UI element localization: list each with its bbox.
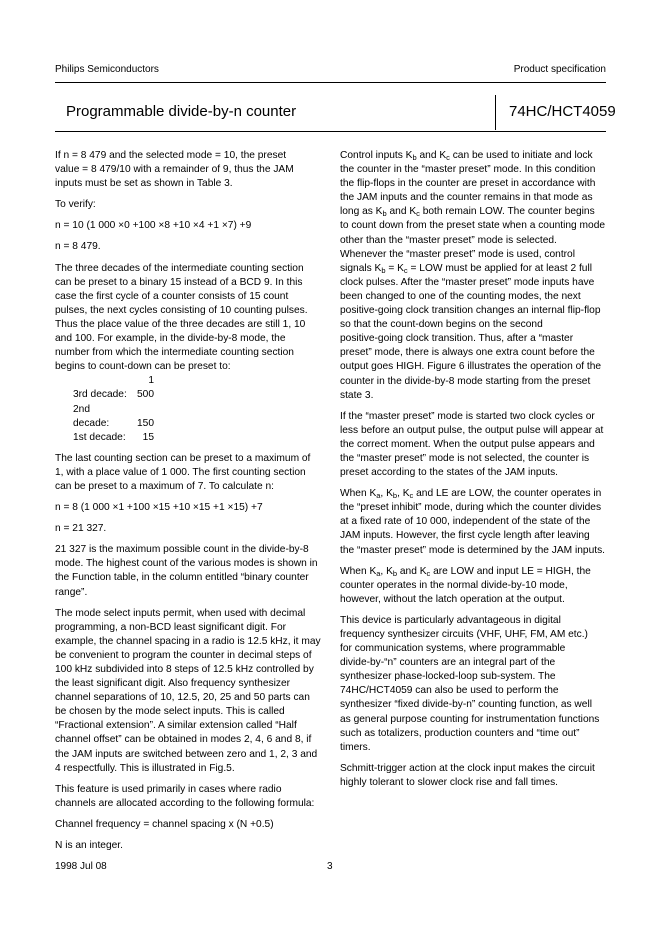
company-name: Philips Semiconductors — [55, 64, 159, 75]
formula-result: n = 8 479. — [55, 241, 101, 253]
paragraph: The three decades of the intermediate counting section can be preset to a binary 15 instead of a BCD 9. In this case the first cycle of a counter consists of 15 count pulses, the next cycles consisting of 10 counting pulses. Thus the place value of the three decades are still 1, 10 and 100. For example, in the divide-by-8 mode, the number from which the intermediate counting section begins to count-down can be preset to: 3rd decade:1 500 2nd decade: 150 1st decade: 15 — [55, 262, 330, 445]
paragraph: When $K_a$, $K_b$, $K_c$ and LE are LOW, the counter operates in the “preset inhibit” mode, during which the counter divides at a fixed rate of 10 000, independent of the state of the JAM inputs. However, the first cycle length after leaving the “master preset” mode is determined by the JAM inputs. — [340, 488, 605, 556]
paragraph: To verify: — [55, 199, 96, 211]
header-rule-top — [55, 82, 606, 83]
footer-date: 1998 Jul 08 — [55, 861, 107, 872]
page-number: 3 — [327, 861, 333, 872]
page-title: Programmable divide-by-n counter — [66, 103, 297, 120]
formula: Channel frequency = channel spacing x (N +0.5) — [55, 818, 274, 830]
decade-row: 1st decade: 15 — [73, 431, 154, 443]
paragraph: Schmitt-trigger action at the clock input makes the circuit highly tolerant to slower clock rise and fall times. — [340, 762, 595, 788]
paragraph: This feature is used primarily in cases where radio channels are allocated according to the following formula: — [55, 783, 315, 809]
decade-row: 3rd decade:1 500 — [73, 375, 154, 401]
paragraph: 21 327 is the maximum possible count in the divide-by-8 mode. The highest count of the various modes is shown in the Function table, in the column entitled “binary counter range”. — [55, 544, 318, 598]
paragraph: When $K_a$, $K_b$ and $K_c$ are LOW and input LE = HIGH, the counter operates in the normal divide-by-10 mode, however, without the latch operation at the output. — [340, 565, 591, 605]
paragraph: If n = 8 479 and the selected mode = 10, the preset value = 8 479/10 with a remainder of 9, thus the JAM inputs must be set as shown in Table 3. — [55, 150, 294, 190]
paragraph: The last counting section can be preset to a maximum of 1, with a place value of 1 000. The first counting section can be preset to a maximum of 7. To calculate n: — [55, 452, 311, 492]
paragraph: N is an integer. — [55, 840, 123, 852]
formula: n = 8 (1 000 ×1 +100 ×15 +10 ×15 +1 ×15) +7 — [55, 502, 263, 514]
part-number: 74HC/HCT4059 — [509, 103, 616, 120]
document-type: Product specification — [513, 64, 606, 75]
header-rule-bottom — [55, 131, 606, 132]
paragraph: This device is particularly advantageous in digital frequency synthesizer circuits (VHF, UHF, FM, AM etc.) for communication systems, where programmable divide-by-“n” counters are an integral part of the synthesizer phase-locked-loop sub-system. The 74HC/HCT4059 can also be used to perform the synthesizer “fixed divide-by-n” counting function, as well as general purpose counting for instrumentation functions such as totalizers, production counters and “time out” timers. — [340, 614, 600, 753]
title-divider — [495, 95, 496, 130]
paragraph: The mode select inputs permit, when used with decimal programming, a non-BCD least significant digit. For example, the channel spacing in a radio is 12.5 kHz, it may be convenient to program the counter in decimal steps of 100 kHz subdivided into 8 steps of 12.5 kHz controlled by the least significant digit. Also frequency synthesizer channel separations of 10, 12.5, 20, 25 and 50 parts can be chosen by the mode select inputs. This is called “Fractional extension”. A similar extension called “Half channel offset” can be obtained in modes 2, 4, 6 and 8, if the JAM inputs are switched between zero and 1, 2, 3 and 4 respectfully. This is illustrated in Fig.5. — [55, 607, 321, 774]
right-column — [340, 149, 610, 797]
formula-result: n = 21 327. — [55, 523, 107, 535]
decade-row: 2nd decade: 150 — [73, 403, 154, 429]
paragraph: If the “master preset” mode is started two clock cycles or less before an output pulse, the output pulse will appear at the correct moment. When the output pulse appears and the “master preset” mode is not selected, the counter is preset according to the states of the JAM inputs. — [340, 410, 604, 479]
left-column — [55, 149, 330, 860]
formula: n = 10 (1 000 ×0 +100 ×8 +10 ×4 +1 ×7) +9 — [55, 220, 252, 232]
paragraph: Control inputs $K_b$ and $K_c$ can be used to initiate and lock the counter in the “master preset” mode. In this condition the flip-flops in the counter are preset in accordance with the JAM inputs and the counter remains in that mode as long as $K_b$ and $K_c$ both remain LOW. The counter begins to count down from the preset state when a counting mode other than the “master preset” mode is selected. Whenever the “master preset” mode is used, control signals $K_b = K_c$ = LOW must be applied for at least 2 full clock pulses. After the “master preset” mode inputs have been changed to one of the counting modes, the next positive-going clock transition changes an internal flip-flop so that the count-down begins on the second positive-going clock transition. Thus, after a “master preset” mode, there is always one extra count before the output goes HIGH. Figure 6 illustrates the operation of the counter in the divide-by-8 mode starting from the preset state 3. — [340, 150, 606, 401]
